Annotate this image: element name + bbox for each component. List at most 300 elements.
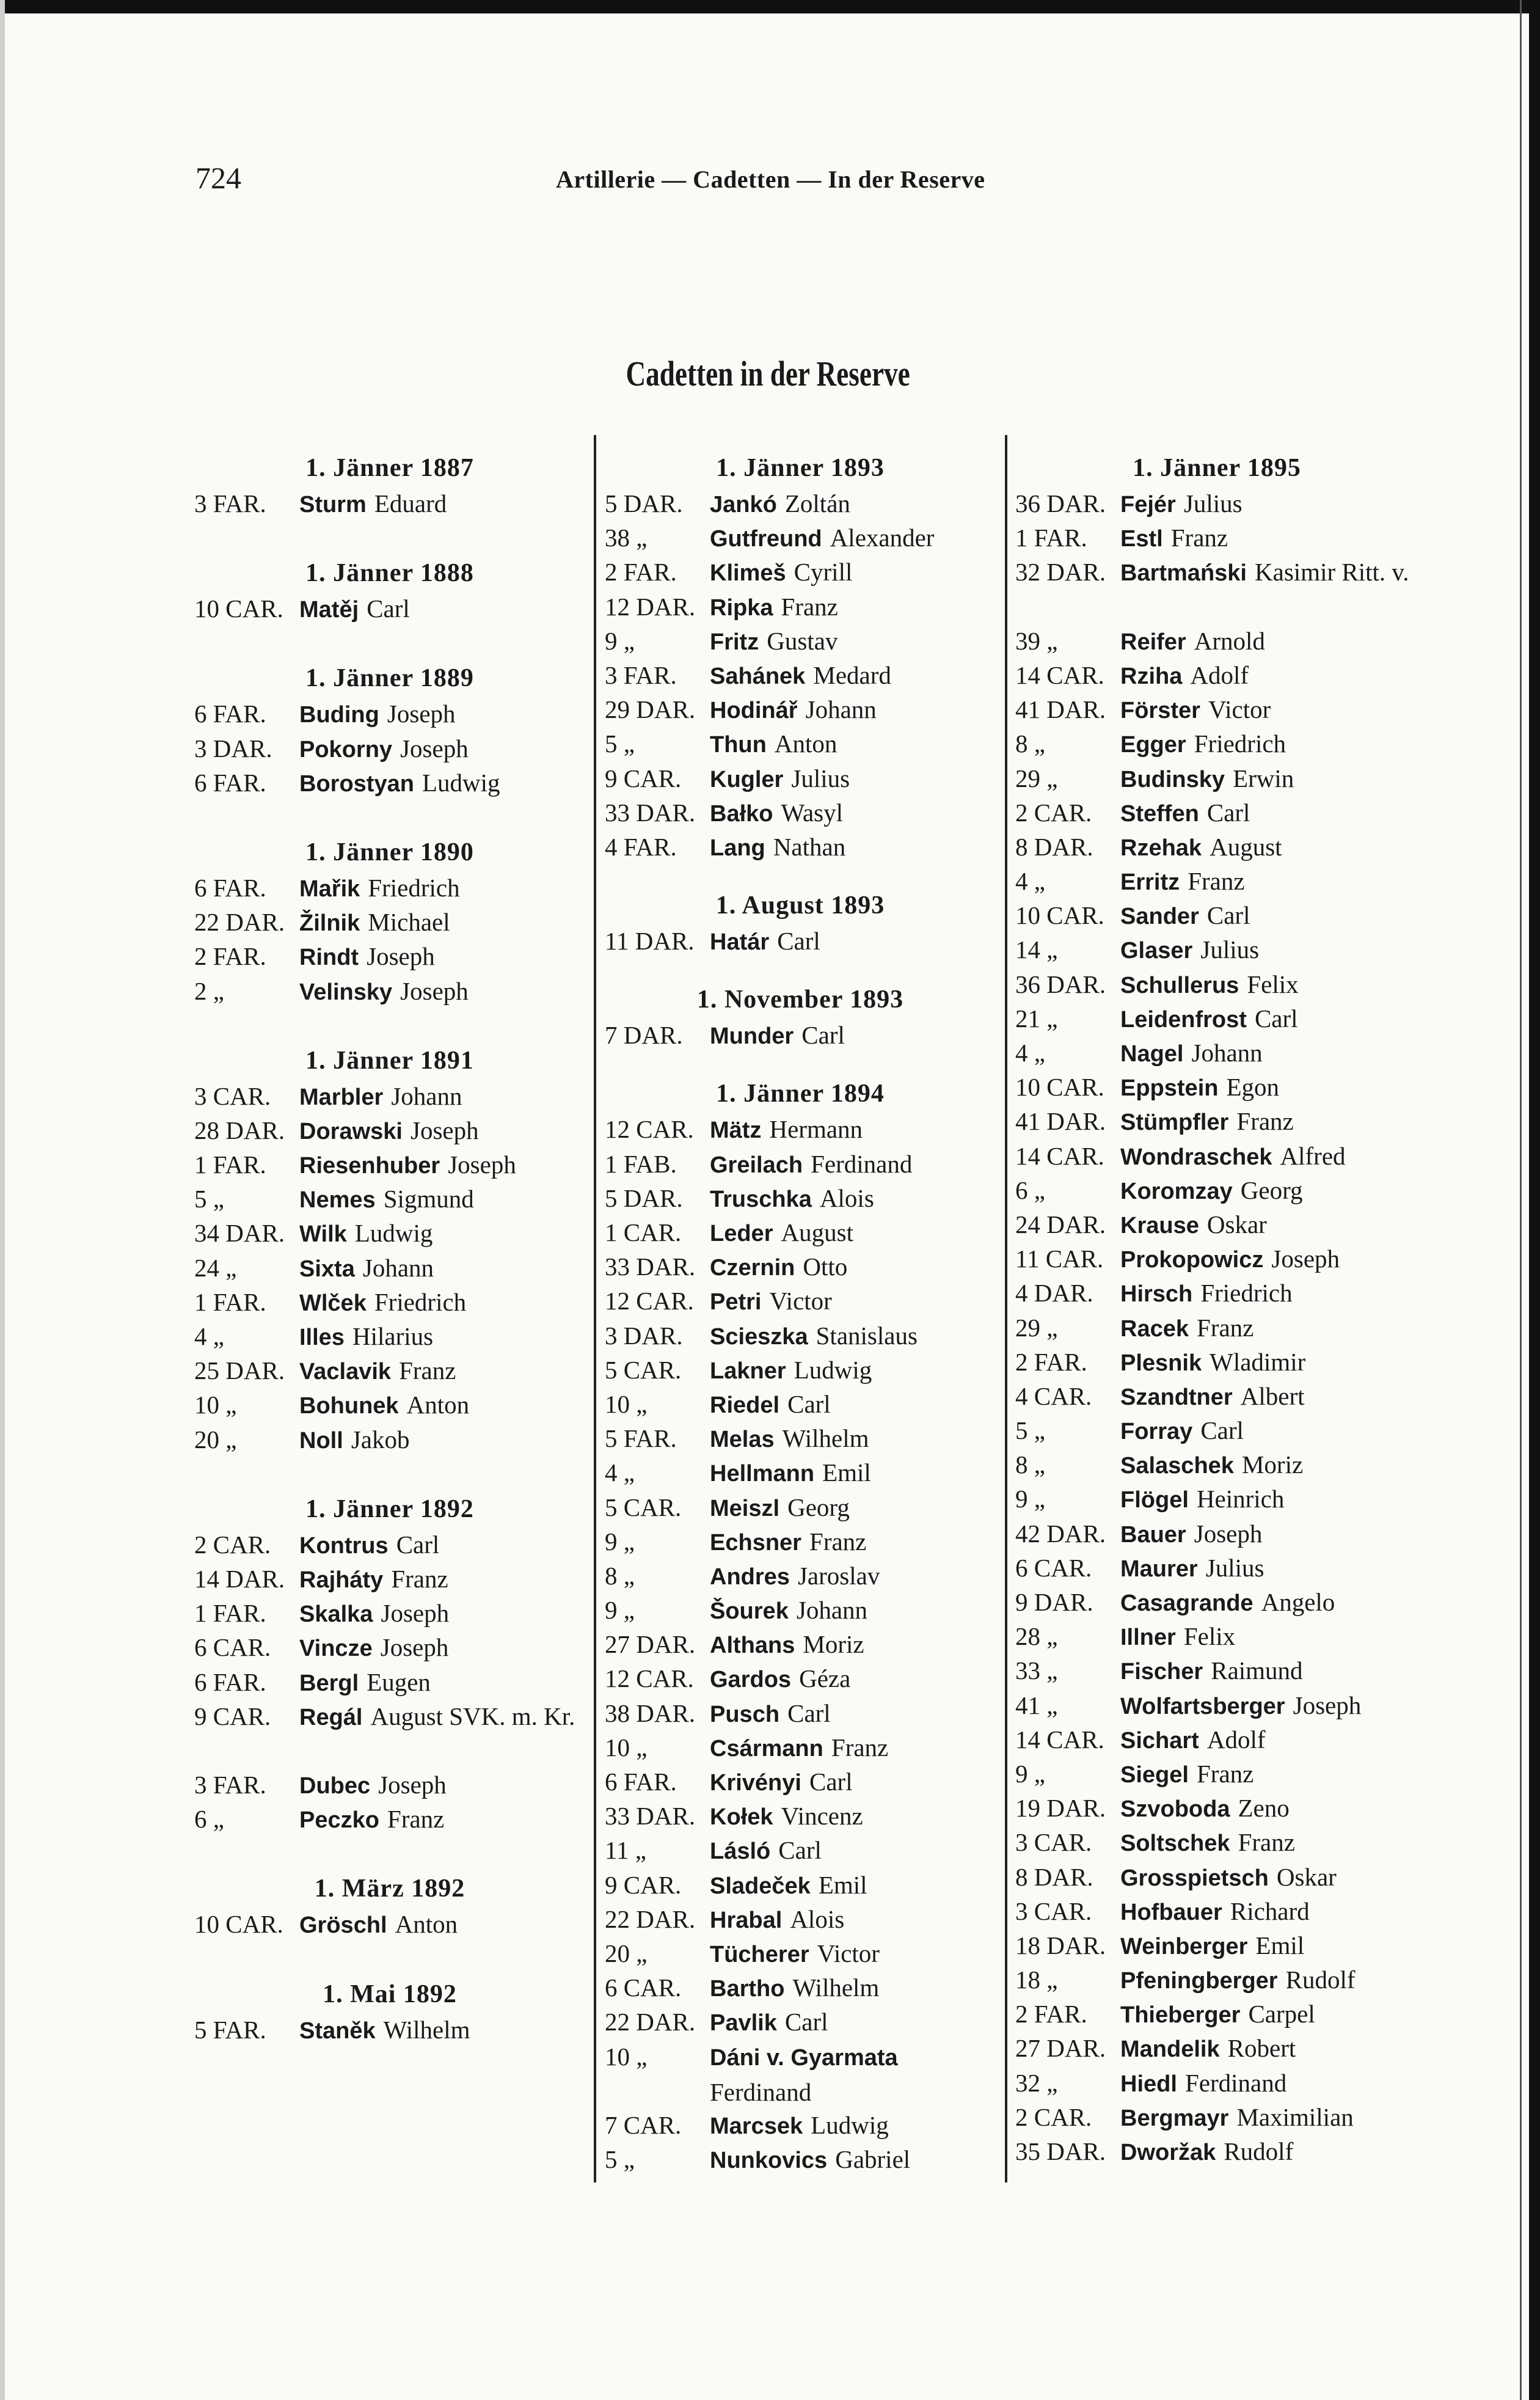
cadet-entry xyxy=(194,591,585,626)
unit-label: 9 „ xyxy=(605,626,635,655)
cadet-entry xyxy=(194,871,585,905)
cadet-name xyxy=(299,939,585,973)
surname: Dorawski xyxy=(299,1118,403,1144)
cadet-entry xyxy=(1015,1173,1418,1207)
column-divider xyxy=(594,435,596,2182)
given-name: Franz xyxy=(1170,524,1228,552)
cadet-name xyxy=(1120,1070,1418,1104)
surname: Stümpfler xyxy=(1120,1110,1229,1136)
cadet-name xyxy=(299,731,585,766)
cadet-name xyxy=(710,1490,996,1524)
unit-label: 22 DAR. xyxy=(605,2008,696,2036)
cadet-entry xyxy=(194,1285,585,1319)
given-name: Carl xyxy=(777,927,820,956)
surname: Munder xyxy=(710,1023,794,1050)
cadet-entry xyxy=(1015,1276,1418,1310)
surname: Reifer xyxy=(1120,629,1186,655)
unit-label: 1 FAR. xyxy=(194,1599,266,1628)
cadet-name xyxy=(1120,1139,1418,1173)
cadet-entry xyxy=(1015,1311,1418,1345)
unit-label: 22 DAR. xyxy=(605,1904,696,1933)
surname: Rziha xyxy=(1120,663,1183,689)
surname: Wlček xyxy=(299,1290,367,1316)
cadet-name xyxy=(710,1284,996,1318)
cadet-entry xyxy=(605,1319,996,1353)
given-name: Adolf xyxy=(1190,660,1249,689)
cadet-entry xyxy=(605,692,996,726)
cadet-entry xyxy=(1015,2100,1418,2134)
cadet-entry xyxy=(605,1799,996,1833)
surname: Bałko xyxy=(710,800,773,827)
surname: Egger xyxy=(1120,732,1186,758)
cadet-entry xyxy=(194,1562,585,1596)
cadet-entry xyxy=(605,1593,996,1627)
cadet-entry xyxy=(605,590,996,624)
given-name: Hilarius xyxy=(352,1322,434,1350)
surname: Steffen xyxy=(1120,800,1199,827)
given-name: August xyxy=(1210,832,1282,861)
unit-label: 6 CAR. xyxy=(1015,1553,1092,1582)
cadet-name xyxy=(1120,932,1418,967)
unit-label: 14 CAR. xyxy=(1015,660,1104,689)
surname: Koromzay xyxy=(1120,1178,1233,1204)
cadet-name xyxy=(1120,624,1418,658)
cadet-entry xyxy=(1015,1379,1418,1413)
given-name: Franz xyxy=(781,592,838,621)
given-name: Eugen xyxy=(367,1667,431,1696)
given-name: Franz xyxy=(831,1733,889,1762)
cadet-name xyxy=(710,1970,996,2005)
cadet-name xyxy=(1120,1585,1418,1619)
unit-label: 32 DAR. xyxy=(1015,558,1106,587)
surname: Regál xyxy=(299,1704,363,1730)
unit-label: 6 „ xyxy=(194,1805,224,1834)
cadet-name xyxy=(1120,726,1418,761)
given-name: Heinrich xyxy=(1196,1485,1285,1513)
surname: Hiedl xyxy=(1120,2071,1177,2097)
surname: Casagrande xyxy=(1120,1590,1254,1617)
surname: Mätz xyxy=(710,1118,762,1144)
cadet-entry xyxy=(1015,1482,1418,1516)
given-name: Rudolf xyxy=(1285,1966,1356,1994)
unit-label: 5 „ xyxy=(605,730,635,758)
cadet-entry xyxy=(194,1665,585,1699)
unit-label: 35 DAR. xyxy=(1015,2137,1106,2166)
group-date-heading: 1. März 1892 xyxy=(314,1875,465,1903)
surname: Melas xyxy=(710,1427,775,1453)
given-name: Carpel xyxy=(1248,2000,1315,2029)
given-name: Friedrich xyxy=(374,1287,467,1316)
surname: Vincze xyxy=(299,1636,373,1662)
surname: Szvoboda xyxy=(1120,1796,1230,1823)
unit-label: 8 „ xyxy=(1015,730,1045,758)
cadet-name xyxy=(1120,1963,1418,1997)
cadet-entry xyxy=(1015,692,1418,726)
cadet-entry xyxy=(605,1868,996,1902)
cadet-name xyxy=(1120,2066,1418,2100)
cadet-name xyxy=(1120,1551,1418,1585)
cadet-name xyxy=(710,1936,996,1970)
surname: Althans xyxy=(710,1633,795,1659)
unit-label: 12 CAR. xyxy=(605,1115,694,1144)
cadet-entry xyxy=(605,761,996,796)
cadet-entry xyxy=(605,1490,996,1524)
column-2 xyxy=(605,450,996,2176)
cadet-name xyxy=(1120,1688,1418,1722)
cadet-name xyxy=(710,1593,996,1627)
unit-label: 33 „ xyxy=(1015,1656,1058,1685)
cadet-entry xyxy=(605,1249,996,1284)
column-3 xyxy=(1015,450,1418,2168)
cadet-entry xyxy=(194,1630,585,1664)
cadet-entry xyxy=(1015,967,1418,1001)
given-name: Rudolf xyxy=(1224,2137,1294,2166)
cadet-entry xyxy=(194,1113,585,1147)
cadet-name xyxy=(1120,1516,1418,1551)
cadet-entry xyxy=(605,1559,996,1593)
cadet-entry xyxy=(194,1216,585,1250)
surname: Meiszl xyxy=(710,1495,780,1521)
cadet-name xyxy=(299,1113,585,1147)
unit-label: 38 „ xyxy=(605,524,648,552)
cadet-entry xyxy=(1015,1688,1418,1722)
surname: Illes xyxy=(299,1325,345,1350)
surname: Klimeš xyxy=(710,560,786,587)
cadet-name xyxy=(710,2005,996,2039)
unit-label: 38 DAR. xyxy=(605,1699,696,1727)
surname: Bartho xyxy=(710,1976,785,2002)
cadet-entry xyxy=(605,1696,996,1730)
given-name: Georg xyxy=(1240,1176,1303,1204)
given-name: Julius xyxy=(1183,489,1243,518)
group-date-heading: 1. Jänner 1895 xyxy=(1133,454,1301,482)
cadet-entry xyxy=(194,974,585,1008)
cadet-name xyxy=(1120,2100,1418,2134)
cadet-name xyxy=(710,761,996,796)
cadet-entry xyxy=(194,1422,585,1457)
surname: Thun xyxy=(710,732,767,758)
cadet-name xyxy=(710,1353,996,1387)
given-name: Oskar xyxy=(1206,1210,1267,1238)
surname: Hellmann xyxy=(710,1461,815,1487)
cadet-name xyxy=(710,1112,996,1146)
given-name: Anton xyxy=(395,1910,458,1939)
given-name: Gustav xyxy=(767,626,838,655)
given-name: Alois xyxy=(790,1904,845,1933)
surname: Prokopowicz xyxy=(1120,1247,1264,1273)
unit-label: 3 FAR. xyxy=(605,660,677,689)
given-name: Julius xyxy=(791,764,850,792)
cadet-name xyxy=(710,1215,996,1249)
cadet-entry xyxy=(605,726,996,761)
surname: Pusch xyxy=(710,1701,780,1727)
cadet-entry xyxy=(605,2040,996,2108)
given-name: Carl xyxy=(784,2008,828,2036)
given-name: Anton xyxy=(406,1391,470,1419)
given-name: Felix xyxy=(1247,970,1299,998)
given-name: Sigmund xyxy=(383,1185,474,1213)
cadet-name xyxy=(299,1768,585,1802)
cadet-entry xyxy=(1015,1413,1418,1447)
unit-label: 1 FAR. xyxy=(194,1287,266,1316)
cadet-name xyxy=(299,1527,585,1562)
given-name: Johann xyxy=(362,1253,434,1282)
cadet-name xyxy=(710,2142,996,2176)
cadet-entry xyxy=(194,1907,585,1941)
scan-edge-line xyxy=(1520,0,1522,2400)
cadet-entry xyxy=(1015,898,1418,932)
cadet-entry xyxy=(605,1455,996,1490)
group-spacer xyxy=(194,521,585,555)
unit-label: 14 „ xyxy=(1015,935,1058,964)
surname: Hrabal xyxy=(710,1907,783,1933)
given-name: Géza xyxy=(799,1664,851,1693)
surname: Velinsky xyxy=(299,979,393,1005)
given-name: Franz xyxy=(391,1564,448,1593)
cadet-name xyxy=(1120,1276,1418,1310)
surname: Bergmayr xyxy=(1120,2105,1229,2131)
given-name: Adolf xyxy=(1206,1725,1266,1754)
surname: Kugler xyxy=(710,766,784,792)
cadet-entry xyxy=(194,939,585,973)
unit-label: 4 CAR. xyxy=(1015,1381,1092,1410)
cadet-name xyxy=(1120,1825,1418,1859)
cadet-name xyxy=(710,1765,996,1799)
surname: Bohunek xyxy=(299,1393,399,1419)
cadet-name xyxy=(299,1699,585,1768)
surname: Maurer xyxy=(1120,1556,1198,1582)
given-name: Ferdinand xyxy=(1184,2068,1287,2097)
unit-label: 4 „ xyxy=(194,1322,224,1350)
given-name: Franz xyxy=(399,1356,456,1385)
given-name: Carl xyxy=(1206,798,1250,827)
cadet-name xyxy=(710,486,996,521)
cadet-name xyxy=(1120,1757,1418,1791)
given-name: Jakob xyxy=(351,1425,410,1454)
unit-label: 28 DAR. xyxy=(194,1116,285,1144)
cadet-name xyxy=(1120,1860,1418,1894)
unit-label: 41 DAR. xyxy=(1015,695,1106,724)
cadet-entry xyxy=(605,658,996,692)
cadet-entry xyxy=(1015,1894,1418,1928)
unit-label: 33 DAR. xyxy=(605,1802,696,1831)
unit-label: 2 FAR. xyxy=(1015,1347,1087,1376)
cadet-entry xyxy=(1015,1345,1418,1379)
cadet-name xyxy=(710,624,996,658)
cadet-name xyxy=(299,1802,585,1836)
surname: Rajháty xyxy=(299,1567,384,1593)
cadet-entry xyxy=(1015,521,1418,555)
running-title: Artillerie — Cadetten — In der Reserve xyxy=(556,166,985,193)
cadet-name xyxy=(299,1319,585,1353)
cadet-name xyxy=(710,1455,996,1490)
given-name: Ludwig xyxy=(421,768,500,797)
surname: Pavlik xyxy=(710,2010,777,2036)
surname: Hirsch xyxy=(1120,1281,1193,1308)
cadet-name xyxy=(710,1696,996,1730)
given-name: Victor xyxy=(817,1939,880,1967)
surname: Skalka xyxy=(299,1601,373,1628)
cadet-entry xyxy=(605,1730,996,1765)
surname: Illner xyxy=(1120,1625,1176,1651)
cadet-name xyxy=(710,1902,996,1936)
unit-label: 4 FAR. xyxy=(605,832,677,861)
cadet-name xyxy=(299,2013,585,2047)
unit-label: 27 DAR. xyxy=(1015,2034,1106,2063)
cadet-entry xyxy=(1015,1653,1418,1688)
cadet-name xyxy=(1120,1619,1418,1653)
cadet-name xyxy=(299,697,585,731)
cadet-entry xyxy=(1015,1242,1418,1276)
given-name: Friedrich xyxy=(1200,1279,1293,1308)
given-name: Joseph xyxy=(1293,1691,1362,1719)
unit-label: 10 „ xyxy=(605,1389,648,1418)
unit-label: 3 CAR. xyxy=(1015,1897,1092,1925)
surname: Nunkovics xyxy=(710,2148,828,2174)
cadet-entry xyxy=(605,555,996,589)
unit-label: 2 CAR. xyxy=(1015,798,1092,827)
surname: Petri xyxy=(710,1289,762,1315)
cadet-name xyxy=(710,796,996,830)
surname: Marcsek xyxy=(710,2113,803,2139)
surname: Estl xyxy=(1120,526,1163,552)
given-name: Egon xyxy=(1226,1073,1280,1102)
cadet-entry xyxy=(194,1768,585,1802)
given-name: Joseph xyxy=(400,734,469,763)
cadet-name xyxy=(710,1421,996,1455)
given-name: Carl xyxy=(787,1389,831,1418)
surname: Šourek xyxy=(710,1598,789,1625)
cadet-entry xyxy=(1015,624,1418,658)
cadet-name xyxy=(299,1388,585,1422)
unit-label: 4 DAR. xyxy=(1015,1279,1093,1308)
cadet-entry xyxy=(1015,761,1418,796)
cadet-entry xyxy=(194,905,585,939)
cadet-name xyxy=(1120,898,1418,932)
given-name: Wladimir xyxy=(1210,1347,1306,1376)
surname: Fejér xyxy=(1120,492,1176,518)
surname: Sahánek xyxy=(710,663,806,689)
cadet-name xyxy=(1120,761,1418,796)
cadet-entry xyxy=(1015,1963,1418,1997)
given-name: Franz xyxy=(1188,867,1245,896)
given-name: Franz xyxy=(809,1527,867,1556)
cadet-entry xyxy=(1015,1928,1418,1963)
cadet-entry xyxy=(605,1112,996,1146)
unit-label: 5 CAR. xyxy=(605,1355,682,1384)
given-name: Moriz xyxy=(1241,1451,1304,1479)
cadet-entry xyxy=(194,1319,585,1353)
surname: Lang xyxy=(710,835,765,861)
given-name: Carl xyxy=(809,1768,853,1796)
surname: Wilk xyxy=(299,1221,347,1248)
surname: Bergl xyxy=(299,1670,359,1696)
cadet-entry xyxy=(1015,1585,1418,1619)
given-name: Raimund xyxy=(1211,1656,1303,1685)
surname: Scieszka xyxy=(710,1323,808,1350)
cadet-name xyxy=(1120,1379,1418,1413)
unit-label: 42 DAR. xyxy=(1015,1519,1106,1548)
cadet-entry xyxy=(605,1765,996,1799)
cadet-name xyxy=(299,974,585,1008)
unit-label: 29 „ xyxy=(1015,1313,1058,1342)
surname: Glaser xyxy=(1120,938,1193,964)
given-name: Wasyl xyxy=(781,798,843,827)
surname: Budinsky xyxy=(1120,766,1225,792)
cadet-name xyxy=(299,1147,585,1182)
given-name: Erwin xyxy=(1233,764,1294,792)
cadet-name xyxy=(299,1079,585,1113)
given-name: Medard xyxy=(813,660,891,689)
group-date-heading: 1. Mai 1892 xyxy=(323,1980,457,2008)
unit-label: 10 „ xyxy=(605,1733,648,1762)
surname: Leder xyxy=(710,1221,773,1246)
group-date-heading: 1. Jänner 1891 xyxy=(305,1046,474,1075)
given-name: Julius xyxy=(1200,935,1260,964)
unit-label: 28 „ xyxy=(1015,1622,1058,1651)
cadet-name xyxy=(1120,1791,1418,1825)
unit-label: 12 CAR. xyxy=(605,1664,694,1693)
unit-label: 33 DAR. xyxy=(605,798,696,827)
cadet-entry xyxy=(1015,796,1418,830)
cadet-name xyxy=(299,1562,585,1596)
surname: Weinberger xyxy=(1120,1933,1248,1959)
unit-label: 9 „ xyxy=(1015,1759,1045,1788)
given-name: Emil xyxy=(822,1458,871,1487)
given-name: Franz xyxy=(387,1805,445,1834)
cadet-name xyxy=(299,1422,585,1457)
cadet-name xyxy=(710,1181,996,1215)
surname: Riesenhuber xyxy=(299,1153,440,1179)
surname: Echsner xyxy=(710,1529,801,1556)
unit-label: 10 CAR. xyxy=(1015,901,1104,930)
surname: Wondraschek xyxy=(1120,1144,1272,1170)
given-name: Friedrich xyxy=(368,873,460,902)
given-name: Oskar xyxy=(1276,1862,1337,1891)
surname: Fischer xyxy=(1120,1659,1203,1685)
cadet-entry xyxy=(194,1388,585,1422)
given-name: Victor xyxy=(1208,695,1271,724)
unit-label: 27 DAR. xyxy=(605,1630,696,1659)
cadet-name xyxy=(1120,2031,1418,2065)
unit-label: 18 DAR. xyxy=(1015,1931,1106,1959)
given-name: Ludwig xyxy=(811,2110,889,2139)
surname: Tücherer xyxy=(710,1941,809,1967)
cadet-name xyxy=(710,1833,996,1867)
unit-label: 10 CAR. xyxy=(194,1910,283,1939)
cadet-entry xyxy=(194,1147,585,1182)
cadet-name xyxy=(1120,1345,1418,1379)
surname: Noll xyxy=(299,1427,343,1454)
unit-label: 9 „ xyxy=(605,1527,635,1556)
cadet-name xyxy=(299,1907,585,1941)
cadet-name xyxy=(1120,1207,1418,1242)
unit-label: 5 FAR. xyxy=(605,1424,677,1453)
unit-label: 9 DAR. xyxy=(1015,1588,1093,1617)
given-name: Johann xyxy=(796,1596,868,1625)
unit-label: 1 FAR. xyxy=(1015,524,1087,552)
unit-label: 11 „ xyxy=(605,1836,646,1865)
cadet-entry xyxy=(194,1353,585,1388)
cadet-name xyxy=(710,521,996,555)
unit-label: 9 „ xyxy=(1015,1485,1045,1513)
unit-label: 12 DAR. xyxy=(605,592,696,621)
unit-label: 3 FAR. xyxy=(194,489,266,518)
given-name: Franz xyxy=(1238,1828,1295,1857)
cadet-name xyxy=(299,1665,585,1699)
given-name: Arnold xyxy=(1194,626,1265,655)
unit-label: 6 FAR. xyxy=(194,768,266,797)
